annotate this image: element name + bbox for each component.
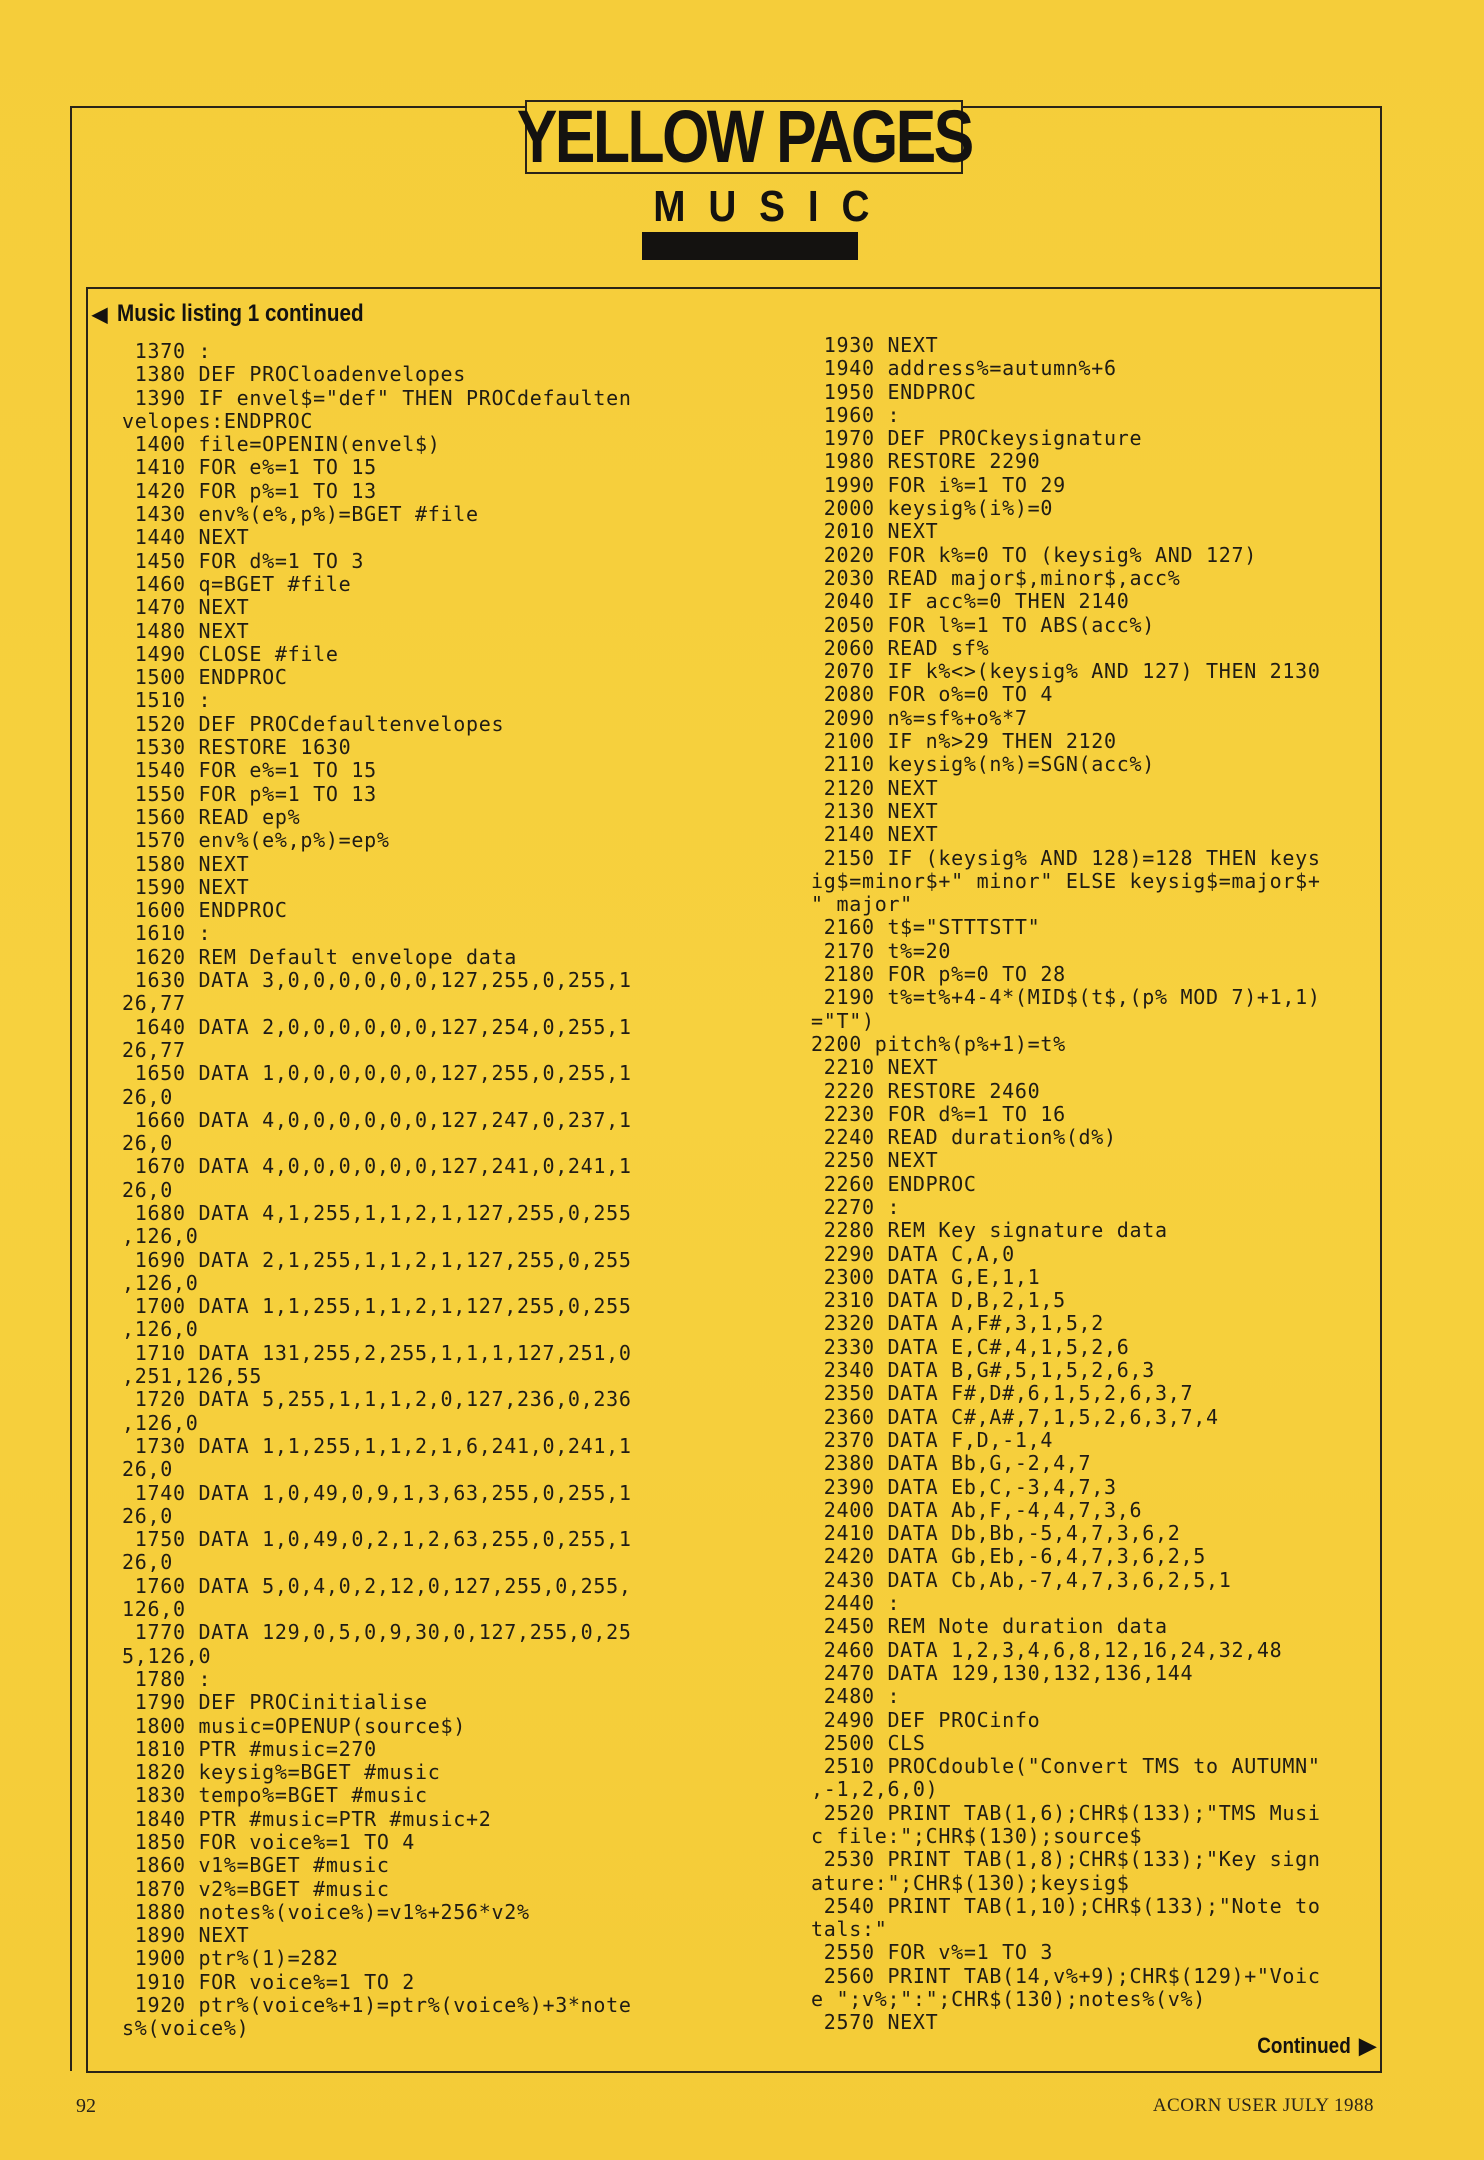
code-line: 1800 music=OPENUP(source$) <box>122 1713 467 1738</box>
code-line: 1470 NEXT <box>122 595 250 620</box>
code-line: 2040 IF acc%=0 THEN 2140 <box>811 589 1130 614</box>
code-line: 2260 ENDPROC <box>811 1171 977 1196</box>
code-line: 2400 DATA Ab,F,-4,4,7,3,6 <box>811 1497 1143 1522</box>
code-line: 1510 : <box>122 688 212 713</box>
code-line: 26,0 <box>122 1457 173 1482</box>
code-line: 5,126,0 <box>122 1643 212 1668</box>
code-line: 2380 DATA Bb,G,-2,4,7 <box>811 1451 1092 1476</box>
code-line: 1500 ENDPROC <box>122 665 288 690</box>
code-line: ,-1,2,6,0) <box>811 1777 939 1802</box>
code-line: 1910 FOR voice%=1 TO 2 <box>122 1969 416 1994</box>
continued-marker <box>1242 2033 1376 2059</box>
code-line: 1450 FOR d%=1 TO 3 <box>122 548 365 573</box>
code-line: e ";v%;":";CHR$(130);notes%(v%) <box>811 1987 1206 2012</box>
code-line: 2280 REM Key signature data <box>811 1218 1168 1243</box>
code-line: 2140 NEXT <box>811 822 939 847</box>
code-line: 1990 FOR i%=1 TO 29 <box>811 472 1066 497</box>
code-line: 26,77 <box>122 1037 186 1062</box>
page-number: 92 <box>76 2095 96 2117</box>
code-line: 1900 ptr%(1)=282 <box>122 1946 339 1971</box>
code-line: 1600 ENDPROC <box>122 898 288 923</box>
code-column-left <box>122 340 632 2041</box>
code-line: 1590 NEXT <box>122 874 250 899</box>
code-line: 2570 NEXT <box>811 2010 939 2035</box>
code-line: 1480 NEXT <box>122 618 250 643</box>
code-line: 1870 v2%=BGET #music <box>122 1876 390 1901</box>
code-line: 2030 READ major$,minor$,acc% <box>811 565 1181 590</box>
code-line: 2220 RESTORE 2460 <box>811 1078 1041 1103</box>
code-line: 126,0 <box>122 1597 186 1622</box>
code-line: 1560 READ ep% <box>122 804 301 829</box>
code-line: 2250 NEXT <box>811 1148 939 1173</box>
code-line: 2150 IF (keysig% AND 128)=128 THEN keys <box>811 845 1321 870</box>
code-line: 1740 DATA 1,0,49,0,9,1,3,63,255,0,255,1 <box>122 1480 632 1505</box>
code-line: 1610 : <box>122 921 212 946</box>
code-line: 2320 DATA A,F#,3,1,5,2 <box>811 1311 1105 1336</box>
code-line: 2020 FOR k%=0 TO (keysig% AND 127) <box>811 542 1257 567</box>
code-line: 1880 notes%(voice%)=v1%+256*v2% <box>122 1899 530 1924</box>
code-line: 1430 env%(e%,p%)=BGET #file <box>122 502 479 527</box>
code-line: 2210 NEXT <box>811 1055 939 1080</box>
code-line: 1420 FOR p%=1 TO 13 <box>122 478 377 503</box>
code-line: 1790 DEF PROCinitialise <box>122 1690 428 1715</box>
code-line: 2550 FOR v%=1 TO 3 <box>811 1940 1054 1965</box>
code-line: 1920 ptr%(voice%+1)=ptr%(voice%)+3*note <box>122 1993 632 2018</box>
continued-text: Continued <box>1257 2033 1352 2058</box>
code-line: 2420 DATA Gb,Eb,-6,4,7,3,6,2,5 <box>811 1544 1206 1569</box>
code-line: 2310 DATA D,B,2,1,5 <box>811 1288 1066 1313</box>
left-triangle-icon: ◀ <box>92 303 108 326</box>
masthead-title: YELLOW PAGES <box>516 95 972 178</box>
code-line: 1460 q=BGET #file <box>122 571 352 596</box>
code-line: " major" <box>811 892 913 917</box>
code-line: 1670 DATA 4,0,0,0,0,0,0,127,241,0,241,1 <box>122 1154 632 1179</box>
code-line: 1820 keysig%=BGET #music <box>122 1760 441 1785</box>
code-line: 2560 PRINT TAB(14,v%+9);CHR$(129)+"Voic <box>811 1963 1321 1988</box>
code-line: 1520 DEF PROCdefaultenvelopes <box>122 711 505 736</box>
code-line: 1890 NEXT <box>122 1923 250 1948</box>
code-line: 1930 NEXT <box>811 333 939 357</box>
code-line: 2370 DATA F,D,-1,4 <box>811 1427 1054 1452</box>
code-line: 2540 PRINT TAB(1,10);CHR$(133);"Note to <box>811 1893 1321 1918</box>
code-line: 2340 DATA B,G#,5,1,5,2,6,3 <box>811 1358 1156 1383</box>
code-line: ature:";CHR$(130);keysig$ <box>811 1870 1130 1895</box>
code-line: 1770 DATA 129,0,5,0,9,30,0,127,255,0,25 <box>122 1620 632 1645</box>
code-line: 2230 FOR d%=1 TO 16 <box>811 1101 1066 1126</box>
code-line: 1810 PTR #music=270 <box>122 1736 377 1761</box>
code-line: ,126,0 <box>122 1410 199 1435</box>
code-line: tals:" <box>811 1917 888 1942</box>
code-line: 2170 t%=20 <box>811 938 952 963</box>
code-line: 26,0 <box>122 1084 173 1109</box>
code-line: 2470 DATA 129,130,132,136,144 <box>811 1660 1194 1685</box>
code-line: ="T") <box>811 1008 875 1033</box>
masthead-box <box>516 95 972 178</box>
code-line: 2300 DATA G,E,1,1 <box>811 1264 1041 1289</box>
section-bar <box>642 232 858 260</box>
code-line: 2240 READ duration%(d%) <box>811 1125 1117 1150</box>
code-line: 2330 DATA E,C#,4,1,5,2,6 <box>811 1334 1130 1359</box>
code-line: 2110 keysig%(n%)=SGN(acc%) <box>811 752 1156 777</box>
code-line: 2460 DATA 1,2,3,4,6,8,12,16,24,32,48 <box>811 1637 1283 1662</box>
code-line: 2000 keysig%(i%)=0 <box>811 496 1054 521</box>
code-line: 2190 t%=t%+4-4*(MID$(t$,(p% MOD 7)+1,1) <box>811 985 1321 1010</box>
code-line: 1970 DEF PROCkeysignature <box>811 426 1143 451</box>
publication-footer: ACORN USER JULY 1988 <box>1152 2095 1374 2116</box>
code-line: 2500 CLS <box>811 1730 926 1755</box>
code-line: 1550 FOR p%=1 TO 13 <box>122 781 377 806</box>
code-line: 2430 DATA Cb,Ab,-7,4,7,3,6,2,5,1 <box>811 1567 1232 1592</box>
code-line: 2290 DATA C,A,0 <box>811 1241 1015 1266</box>
code-line: 2080 FOR o%=0 TO 4 <box>811 682 1054 707</box>
listing-label <box>92 298 404 330</box>
code-line: 1630 DATA 3,0,0,0,0,0,0,127,255,0,255,1 <box>122 968 632 993</box>
code-line: 1580 NEXT <box>122 851 250 876</box>
code-line: 1980 RESTORE 2290 <box>811 449 1041 474</box>
code-line: 2520 PRINT TAB(1,6);CHR$(133);"TMS Musi <box>811 1800 1321 1825</box>
code-line: 1700 DATA 1,1,255,1,1,2,1,127,255,0,255 <box>122 1294 632 1319</box>
code-line: 1400 file=OPENIN(envel$) <box>122 432 441 457</box>
code-line: ,126,0 <box>122 1270 199 1295</box>
code-line: 1570 env%(e%,p%)=ep% <box>122 828 390 853</box>
code-line: 26,0 <box>122 1503 173 1528</box>
code-line: velopes:ENDPROC <box>122 408 314 433</box>
code-line: c file:";CHR$(130);source$ <box>811 1824 1143 1848</box>
code-line: 2480 : <box>811 1684 901 1709</box>
code-line: 2510 PROCdouble("Convert TMS to AUTUMN" <box>811 1754 1321 1779</box>
code-line: 2060 READ sf% <box>811 635 990 660</box>
code-line: 2100 IF n%>29 THEN 2120 <box>811 729 1117 754</box>
code-line: 26,0 <box>122 1131 173 1156</box>
code-line: 1830 tempo%=BGET #music <box>122 1783 428 1808</box>
code-line: 2350 DATA F#,D#,6,1,5,2,6,3,7 <box>811 1381 1194 1406</box>
code-line: 2530 PRINT TAB(1,8);CHR$(133);"Key sign <box>811 1847 1321 1872</box>
code-line: 26,77 <box>122 991 186 1016</box>
code-line: 2490 DEF PROCinfo <box>811 1707 1041 1732</box>
code-line: ig$=minor$+" minor" ELSE keysig$=major$+ <box>811 868 1321 893</box>
section-title: MUSIC <box>653 182 893 231</box>
code-line: 2390 DATA Eb,C,-3,4,7,3 <box>811 1474 1117 1499</box>
code-line: 2200 pitch%(p%+1)=t% <box>811 1031 1066 1056</box>
code-line: 1620 REM Default envelope data <box>122 944 517 969</box>
code-line: 1860 v1%=BGET #music <box>122 1853 390 1878</box>
code-line: 2120 NEXT <box>811 775 939 800</box>
code-line: ,126,0 <box>122 1317 199 1342</box>
code-line: 1840 PTR #music=PTR #music+2 <box>122 1806 492 1831</box>
code-line: 2450 REM Note duration data <box>811 1614 1168 1639</box>
code-line: 1490 CLOSE #file <box>122 641 339 666</box>
code-line: 1530 RESTORE 1630 <box>122 735 352 760</box>
code-line: 1850 FOR voice%=1 TO 4 <box>122 1830 416 1854</box>
code-line: 1690 DATA 2,1,255,1,1,2,1,127,255,0,255 <box>122 1247 632 1272</box>
code-line: s%(voice%) <box>122 2016 250 2041</box>
code-column-right <box>811 334 1321 2035</box>
code-line: 1660 DATA 4,0,0,0,0,0,0,127,247,0,237,1 <box>122 1107 632 1132</box>
code-line: 1380 DEF PROCloadenvelopes <box>122 362 467 387</box>
code-line: 26,0 <box>122 1177 173 1202</box>
code-line: 2130 NEXT <box>811 798 939 823</box>
code-line: 2410 DATA Db,Bb,-5,4,7,3,6,2 <box>811 1521 1181 1546</box>
code-line: 1390 IF envel$="def" THEN PROCdefaulten <box>122 385 632 410</box>
code-line: ,126,0 <box>122 1224 199 1249</box>
code-line: 1540 FOR e%=1 TO 15 <box>122 758 377 783</box>
code-line: 1760 DATA 5,0,4,0,2,12,0,127,255,0,255, <box>122 1573 632 1598</box>
code-line: ,251,126,55 <box>122 1364 263 1389</box>
code-line: 2440 : <box>811 1591 901 1616</box>
code-line: 1730 DATA 1,1,255,1,1,2,1,6,241,0,241,1 <box>122 1433 632 1458</box>
code-line: 1440 NEXT <box>122 525 250 550</box>
code-line: 1410 FOR e%=1 TO 15 <box>122 455 377 480</box>
code-line: 1750 DATA 1,0,49,0,2,1,2,63,255,0,255,1 <box>122 1527 632 1552</box>
code-line: 1710 DATA 131,255,2,255,1,1,1,127,251,0 <box>122 1340 632 1365</box>
code-line: 1650 DATA 1,0,0,0,0,0,0,127,255,0,255,1 <box>122 1061 632 1086</box>
code-line: 2070 IF k%<>(keysig% AND 127) THEN 2130 <box>811 659 1321 684</box>
code-line: 2010 NEXT <box>811 519 939 544</box>
code-line: 2160 t$="STTTSTT" <box>811 915 1041 940</box>
listing-label-text: Music listing 1 continued <box>117 300 364 327</box>
code-line: 1640 DATA 2,0,0,0,0,0,0,127,254,0,255,1 <box>122 1014 632 1039</box>
code-line: 1960 : <box>811 402 901 427</box>
code-line: 1720 DATA 5,255,1,1,1,2,0,127,236,0,236 <box>122 1387 632 1412</box>
code-line: 2090 n%=sf%+o%*7 <box>811 705 1028 730</box>
code-line: 26,0 <box>122 1550 173 1575</box>
right-triangle-icon: ▶ <box>1359 2033 1376 2058</box>
code-line: 1370 : <box>122 339 212 363</box>
code-line: 2270 : <box>811 1194 901 1219</box>
code-line: 1950 ENDPROC <box>811 379 977 404</box>
code-line: 2050 FOR l%=1 TO ABS(acc%) <box>811 612 1156 637</box>
code-line: 1680 DATA 4,1,255,1,1,2,1,127,255,0,255 <box>122 1200 632 1225</box>
code-line: 2180 FOR p%=0 TO 28 <box>811 962 1066 987</box>
code-line: 2360 DATA C#,A#,7,1,5,2,6,3,7,4 <box>811 1404 1219 1429</box>
code-line: 1780 : <box>122 1666 212 1691</box>
code-line: 1940 address%=autumn%+6 <box>811 356 1117 381</box>
